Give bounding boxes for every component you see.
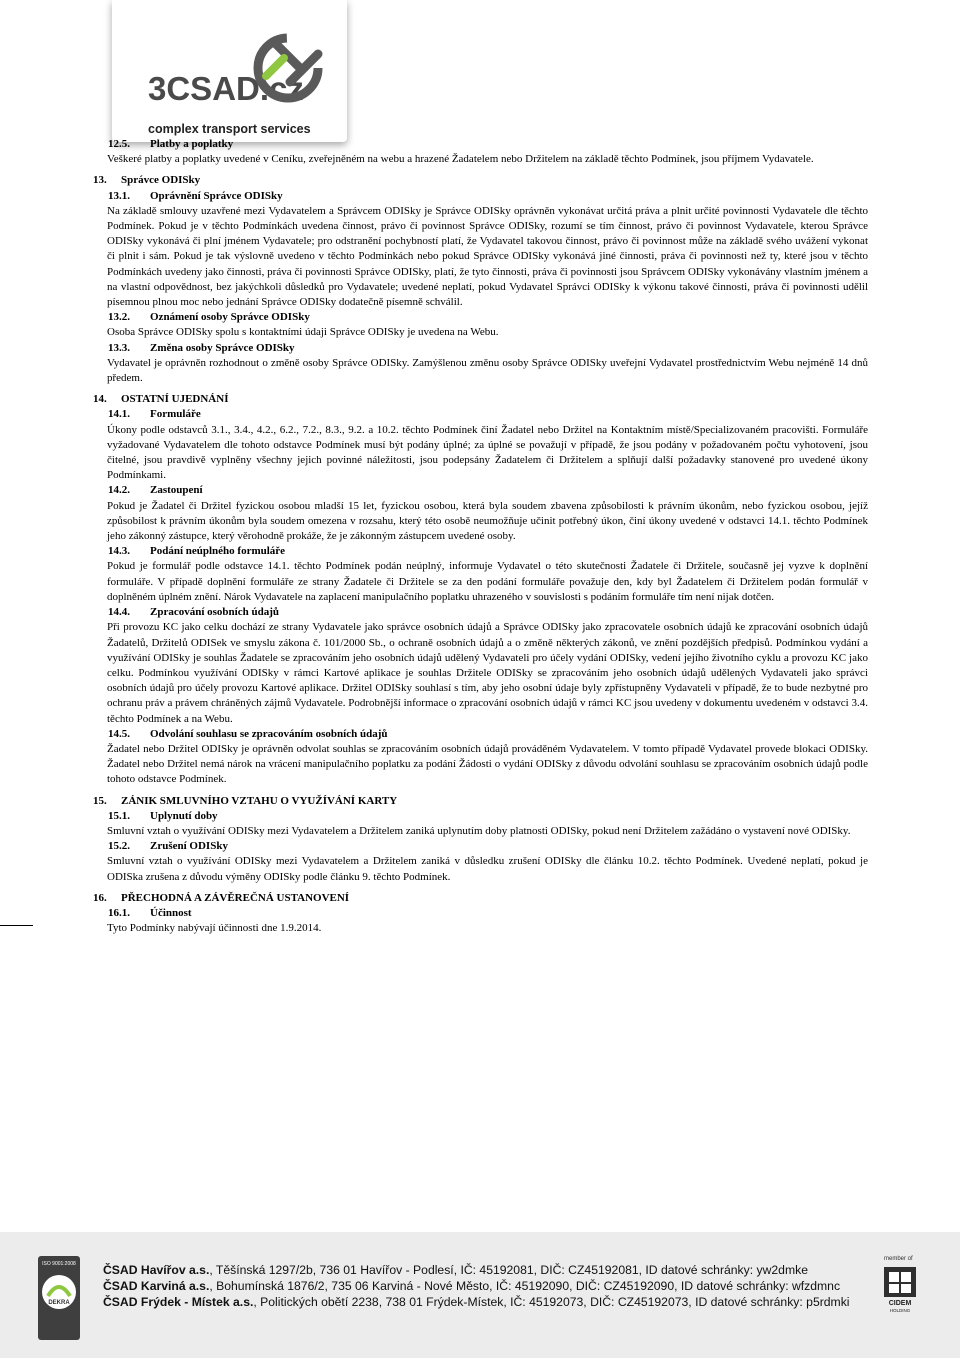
cidem-holding-logo-icon bbox=[880, 1257, 920, 1313]
logo-wordmark: 3CSAD.cz bbox=[148, 70, 304, 107]
footer-company-line bbox=[103, 1278, 850, 1294]
heading-number: 12.5. bbox=[108, 138, 130, 150]
company-name: ČSAD Havířov a.s. bbox=[103, 1263, 210, 1277]
paragraph: Pokud je Žadatel či Držitel fyzickou osobou mladší 15 let, fyzickou osobou, která byla soudem zbavena způsobilosti k právním úkonům, nebo fyzickou osobou, jejíž způsobilost k právním úkonům byla soudem omezena v rozsahu, který této osobě neumožňuje učinit potřebný úkon, činí úkony uvedené v odstavci 14.1. těchto Podmínek jeho zákonný zástupce, který věrohodně prokáže, že je zákonným zástupcem uvedené osoby. bbox=[107, 499, 868, 543]
subsection-heading bbox=[107, 544, 868, 559]
heading-number: 16. bbox=[93, 891, 107, 904]
heading-title: Oznámení osoby Správce ODISky bbox=[150, 311, 310, 324]
heading-number: 14.2. bbox=[108, 484, 130, 497]
heading-title: Zrušení ODISky bbox=[150, 840, 228, 853]
svg-text:HOLDING: HOLDING bbox=[889, 1308, 911, 1313]
svg-text:DEKRA: DEKRA bbox=[48, 1300, 70, 1306]
paragraph: Pokud je formulář podle odstavce 14.1. těchto Podmínek podán neúplný, informuje Vydavatel o této skutečnosti Žadatele či Držitele, současně jej vyzve k doplnění formuláře. V případě doplnění formuláře ze strany Žadatele či Držitele se za den podání formuláře považuje den, kdy byl Žadatelem či Držitelem podán formulář v doplněném úplném znění. Nárok Vydavatele na zaplacení manipulačního poplatku uhrazeného v souvislosti s podáním formuláře tím není nijak dotčen. bbox=[107, 560, 868, 603]
heading-title: Zpracování osobních údajů bbox=[150, 606, 279, 619]
section-heading bbox=[93, 173, 868, 188]
heading-title: Formuláře bbox=[150, 408, 201, 421]
company-details: , Bohumínská 1876/2, 735 06 Karviná - Nové Město, IČ: 45192090, DIČ: CZ45192090, ID datové schránky: wfzdmnc bbox=[209, 1279, 841, 1293]
heading-number: 15.2. bbox=[108, 840, 130, 853]
company-name: ČSAD Frýdek - Místek a.s. bbox=[103, 1295, 254, 1309]
heading-title: OSTATNÍ UJEDNÁNÍ bbox=[121, 393, 229, 406]
heading-title: Účinnost bbox=[150, 906, 192, 919]
heading-title: Zastoupení bbox=[150, 484, 203, 497]
heading-title: Podání neúplného formuláře bbox=[150, 545, 286, 558]
section-heading bbox=[93, 794, 868, 809]
paragraph: Smluvní vztah o využívání ODISky mezi Vydavatelem a Držitelem zaniká uplynutím doby platnosti ODISky, pokud není Držitelem zažádáno o vystavení nové ODISky. bbox=[107, 824, 851, 837]
heading-number: 14. bbox=[93, 393, 107, 406]
subsection-heading bbox=[107, 310, 868, 325]
subsection-heading bbox=[107, 906, 868, 921]
heading-title: Platby a poplatky bbox=[150, 138, 234, 150]
heading-number: 13.1. bbox=[108, 189, 130, 202]
company-name: ČSAD Karviná a.s. bbox=[103, 1279, 210, 1293]
subsection-heading bbox=[107, 341, 868, 356]
svg-text:ISO 9001:2008: ISO 9001:2008 bbox=[42, 1261, 76, 1267]
heading-number: 13.2. bbox=[108, 311, 130, 324]
company-details: , Politických obětí 2238, 738 01 Frýdek-Místek, IČ: 45192073, DIČ: CZ45192073, ID datové schránky: p5rdmki bbox=[253, 1295, 850, 1309]
footer-company-line bbox=[103, 1294, 850, 1310]
heading-number: 13.3. bbox=[108, 341, 130, 354]
member-of-label: member of bbox=[884, 1256, 913, 1262]
heading-number: 14.3. bbox=[108, 545, 130, 558]
paragraph: Vydavatel je oprávněn rozhodnout o změně osoby Správce ODISky. Zamýšlenou změnu osoby Správce ODISky uveřejní Vydavatel prostřednictvím Webu nejméně 14 dnů předem. bbox=[107, 356, 868, 385]
heading-title: Oprávnění Správce ODISky bbox=[150, 189, 283, 202]
paragraph: Na základě smlouvy uzavřené mezi Vydavatelem a Správcem ODISky je Správce ODISky oprávněn vykonávat určitá práva a plnit určité povinnosti Vydavatele dle těchto Podmínek. Pokud je v těchto Podmínkách uvedena činnost, právo či povinnost Správce ODISky, rozumí se tím činnost, právo či povinnost Vydavatele, kterou Správce ODISky vykonává či plní jménem Vydavatele; pro odstranění pochybností platí, že Vydavatel takovou činnost, právo či povinnost může na základě svého uvážení vykonat či plnit i sám. Pokud je tak výslovně uvedeno v těchto Podmínkách nebo pokud Správce ODISky vykonává jiné činnosti, práva či povinnosti než ty, které jsou v těchto Podmínkách uvedeny jako činnosti, práva či povinnosti Správce ODISky, platí, že tyto činnosti, práva či povinnosti jsou Správcem ODISky vykonávány vlastním jménem a na vlastní odpovědnost, bez jakýchkoli důsledků pro Vydavatele; uvedené neplatí, pokud Vydavatel Správci ODISky k výkonu takové činnosti, práva či povinnosti udělil písemnou plnou moc nebo jednání Správce ODISky dodatečně písemně schválil. bbox=[107, 204, 868, 309]
paragraph: Veškeré platby a poplatky uvedené v Ceníku, zveřejněném na webu a hrazené Žadatelem nebo Držitelem na základě těchto Podmínek, jsou příjmem Vydavatele. bbox=[107, 153, 814, 166]
footer-company-list bbox=[103, 1262, 850, 1310]
heading-number: 16.1. bbox=[108, 906, 130, 919]
heading-title: ZÁNIK SMLUVNÍHO VZTAHU O VYUŽÍVÁNÍ KARTY bbox=[121, 794, 398, 807]
subsection-heading bbox=[107, 839, 868, 854]
paragraph: Při provozu KC jako celku dochází ze strany Vydavatele jako správce osobních údajů a Správce ODISky jako zpracovatele osobních údajů ke zpracování osobních údajů Žadatelů, Držitelů ODISek ve smyslu zákona č. 101/2000 Sb., o ochraně osobních údajů a o změně některých zákonů, ve znění pozdějších předpisů. Podmínkou vydání a využívání ODISky je souhlas Žadatele se zpracováním jeho osobních údajů udělený Vydavateli pro účely vydání ODISky, vedení jejího životního cyklu a provozu KC jako celku. Podmínkou využívání ODISky v rámci Kartové aplikace je souhlas Držitele ODISky se zpracováním jeho osobních údajů udělených Vydavateli jako správci osobních údajů pro účely provozu Kartové aplikace. Držitel ODISky souhlasí s tím, aby jeho osobní údaje byly zpřístupněny Vydavateli v případě, že to bude nezbytné pro ochranu práv a právem chráněných zájmů Vydavatele. Podrobnější informace o zpracování osobních údajů v rámci KC jsou uvedeny v dokumentu uvedeném v odstavci 3.4. těchto Podmínek a na Webu. bbox=[107, 621, 868, 725]
logo-tagline: complex transport services bbox=[148, 122, 311, 136]
document-body bbox=[93, 137, 868, 936]
subsection-heading bbox=[107, 605, 868, 620]
footer-company-line bbox=[103, 1262, 850, 1278]
heading-title: Odvolání souhlasu se zpracováním osobních údajů bbox=[150, 727, 388, 740]
heading-title: PŘECHODNÁ A ZÁVĚREČNÁ USTANOVENÍ bbox=[121, 891, 350, 904]
section-heading bbox=[93, 392, 868, 407]
subsection-heading bbox=[107, 727, 868, 742]
heading-number: 14.1. bbox=[108, 408, 130, 421]
iso-dekra-badge-icon bbox=[38, 1256, 80, 1340]
subsection-heading bbox=[107, 407, 868, 422]
heading-number: 13. bbox=[93, 174, 107, 187]
subsection-heading bbox=[107, 809, 868, 824]
paragraph: Tyto Podmínky nabývají účinnosti dne 1.9.2014. bbox=[107, 922, 322, 935]
paragraph: Smluvní vztah o využívání ODISky mezi Vydavatelem a Držitelem zaniká v důsledku zrušení ODISky dle článku 10.2. těchto Podmínek. Uvedené neplatí, pokud je ODISka zrušena z důvodu výměny ODISky podle článku 9. těchto Podmínek. bbox=[107, 855, 868, 883]
subsection-heading bbox=[107, 483, 868, 498]
section-heading bbox=[93, 891, 868, 906]
heading-number: 15. bbox=[93, 794, 107, 807]
heading-title: Správce ODISky bbox=[121, 174, 201, 187]
logo-graphic bbox=[112, 0, 347, 142]
subsection-heading bbox=[107, 189, 868, 204]
heading-number: 14.4. bbox=[108, 606, 130, 619]
margin-mark bbox=[0, 925, 33, 926]
paragraph: Úkony podle odstavců 3.1., 3.4., 4.2., 6.2., 7.2., 8.3., 9.2. a 10.2. těchto Podmínek činí Žadatel nebo Držitel na Kontaktním místě/Specializovaném pracovišti. Formuláře vyžadované Vydavatelem dle tohoto odstavce Podmínek musí být podány úplné; za úplné se považují v případě, že jsou podány v požadovaném počtu vyhotovení, jsou čitelné, jsou pravdivě vyplněny všechny jejich povinné náležitosti, jsou podepsány Žadatelem či Držitelem a splňují další požadavky stanovené pro uvedené úkony Podmínkami. bbox=[107, 423, 868, 482]
subsection-heading bbox=[107, 137, 868, 152]
company-logo bbox=[112, 0, 347, 142]
heading-title: Změna osoby Správce ODISky bbox=[150, 341, 295, 354]
heading-number: 14.5. bbox=[108, 727, 130, 740]
company-details: , Těšínská 1297/2b, 736 01 Havířov - Podlesí, IČ: 45192081, DIČ: CZ45192081, ID datové schránky: yw2dmke bbox=[209, 1263, 808, 1277]
svg-text:CIDEM: CIDEM bbox=[888, 1300, 912, 1307]
heading-title: Uplynutí doby bbox=[150, 809, 218, 822]
heading-number: 15.1. bbox=[108, 809, 130, 822]
paragraph: Osoba Správce ODISky spolu s kontaktními údaji Správce ODISky je uvedena na Webu. bbox=[107, 326, 499, 339]
paragraph: Žadatel nebo Držitel ODISky je oprávněn odvolat souhlas se zpracováním osobních údajů prováděném Vydavatelem. V tomto případě Vydavatel provede blokaci ODISky. Žadatel nebo Držitel nemá nárok na vrácení manipulačního poplatku za podání Žádosti o vydání ODISky z důvodu odvolání souhlasu se zpracováním osobních údajů podle tohoto odstavce Podmínek. bbox=[107, 742, 868, 786]
